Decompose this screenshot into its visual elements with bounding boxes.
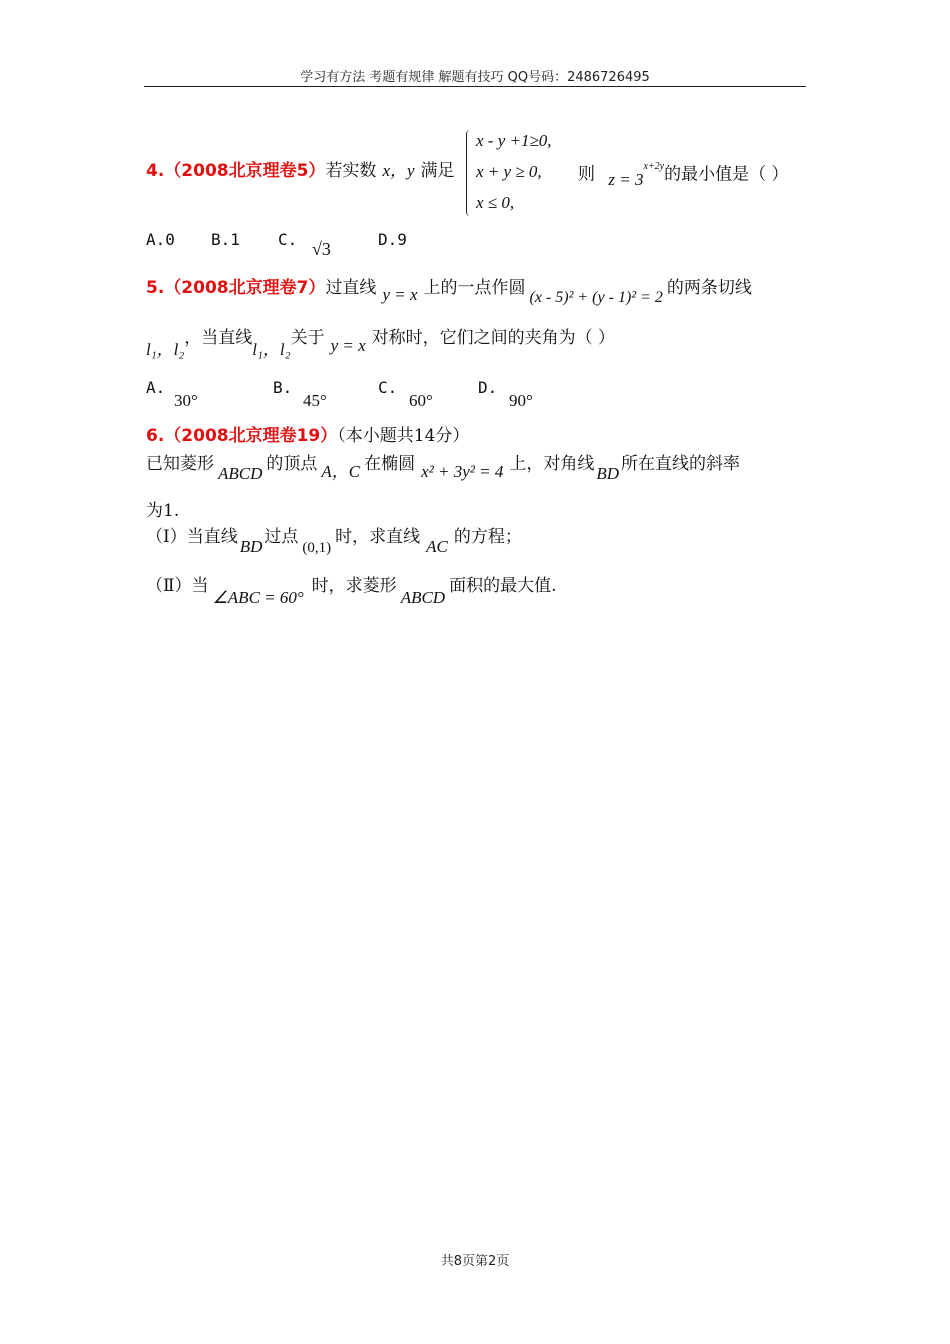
- q6-bd: BD: [596, 464, 620, 483]
- q6-p2-abcd: ABCD: [400, 588, 446, 607]
- q4-constraint-2: x + y ≥ 0,: [476, 162, 542, 181]
- q4-constraint-1: x - y +1≥0,: [476, 131, 552, 150]
- q5-option-c: C.: [378, 378, 398, 397]
- q5-circle-equation: (x - 5)² + (y - 1)² = 2: [529, 289, 663, 306]
- q5-option-d-value: 90°: [509, 391, 533, 410]
- q4-constraint-system: [466, 128, 586, 218]
- page-header: 学习有方法 考题有规律 解题有技巧 QQ号码：2486726495: [300, 70, 650, 85]
- q5-line-equation: y = x: [382, 285, 418, 304]
- q6-p2c: 面积的最大值.: [449, 576, 557, 596]
- q6-part-2: [146, 575, 557, 607]
- q4-objective-exponent: x+2y: [643, 161, 665, 172]
- q4-option-b: B.1: [211, 230, 240, 249]
- q6-vertices: A，C: [321, 462, 361, 481]
- q5-text-6: 对称时，它们之间的夹角为（ ）: [371, 328, 616, 348]
- q4-constraint-3: x ≤ 0,: [476, 193, 515, 212]
- q6-p1c: 时，求直线: [335, 527, 421, 547]
- q5-text-2: 上的一点作圆: [423, 278, 526, 298]
- page-footer: 共8页第2页: [440, 1254, 510, 1269]
- q6-statement-line-2: 为1.: [146, 501, 180, 521]
- q4-question-tail: 的最小值是（ ）: [664, 164, 789, 185]
- q4-option-a: A.0: [146, 230, 175, 249]
- q6-p1b: 过点: [264, 527, 299, 547]
- q5-option-a-value: 30°: [174, 391, 198, 410]
- q4-tail-line: [578, 160, 789, 189]
- q6-angle: ∠ABC = 60°: [212, 588, 304, 607]
- q5-line-2: [146, 327, 616, 359]
- q4-tag: 4.（2008北京理卷5）: [146, 161, 326, 181]
- q5-symmetry-line: y = x: [330, 336, 366, 355]
- q6-p2a: （Ⅱ）当: [146, 576, 209, 596]
- q4-intro: 若实数: [325, 161, 377, 181]
- q5-text-5: 关于: [290, 328, 325, 348]
- q6-s1e: 所在直线的斜率: [621, 454, 741, 474]
- q5-text-3: 的两条切线: [666, 278, 752, 298]
- q5-tangents-1: l₁，l₂: [146, 340, 185, 359]
- q6-abcd: ABCD: [218, 464, 263, 483]
- q4-option-c-value: √3: [312, 239, 331, 259]
- q5-option-d: D.: [478, 378, 498, 397]
- q6-point: (0,1): [302, 540, 332, 556]
- q5-line-1: [146, 277, 752, 306]
- q4-satisfy: 满足: [420, 161, 455, 181]
- q6-p1d: 的方程；: [453, 527, 522, 547]
- q6-tag: 6.（2008北京理卷19）: [146, 426, 338, 446]
- q6-part-1: [146, 526, 522, 556]
- q4-objective: z = 3: [608, 169, 644, 189]
- q6-s1c: 在椭圆: [364, 454, 416, 474]
- q6-p1-ac: AC: [426, 537, 448, 556]
- q5-option-c-value: 60°: [409, 391, 433, 410]
- q5-option-b: B.: [273, 378, 293, 397]
- q4-option-c: C.: [278, 230, 298, 249]
- q5-text-4: ，当直线: [184, 328, 253, 348]
- q6-ellipse: x² + 3y² = 4: [421, 462, 504, 481]
- q6-s1b: 的顶点: [266, 454, 318, 474]
- left-brace: [466, 130, 473, 216]
- q5-text-1: 过直线: [325, 278, 377, 298]
- q4-vars: x，y: [382, 161, 415, 180]
- q5-option-a: A.: [146, 378, 166, 397]
- q5-tangents-2: l₁，l₂: [252, 340, 291, 359]
- q6-note: （本小题共14分）: [337, 426, 470, 446]
- q6-s1a: 已知菱形: [146, 454, 214, 474]
- q6-statement-line-1: [146, 453, 741, 483]
- q5-tag: 5.（2008北京理卷7）: [146, 278, 326, 298]
- q4-then: 则: [578, 164, 595, 185]
- q5-option-b-value: 45°: [303, 391, 327, 410]
- q6-heading: [146, 425, 469, 447]
- header-divider: [144, 86, 806, 87]
- q4-option-d: D.9: [378, 230, 407, 249]
- q6-p1a: （Ⅰ）当直线: [146, 527, 238, 547]
- q6-p1-bd: BD: [239, 537, 263, 556]
- q4-line: [146, 160, 455, 182]
- q6-p2b: 时，求菱形: [311, 576, 397, 596]
- q6-s1d: 上，对角线: [509, 454, 595, 474]
